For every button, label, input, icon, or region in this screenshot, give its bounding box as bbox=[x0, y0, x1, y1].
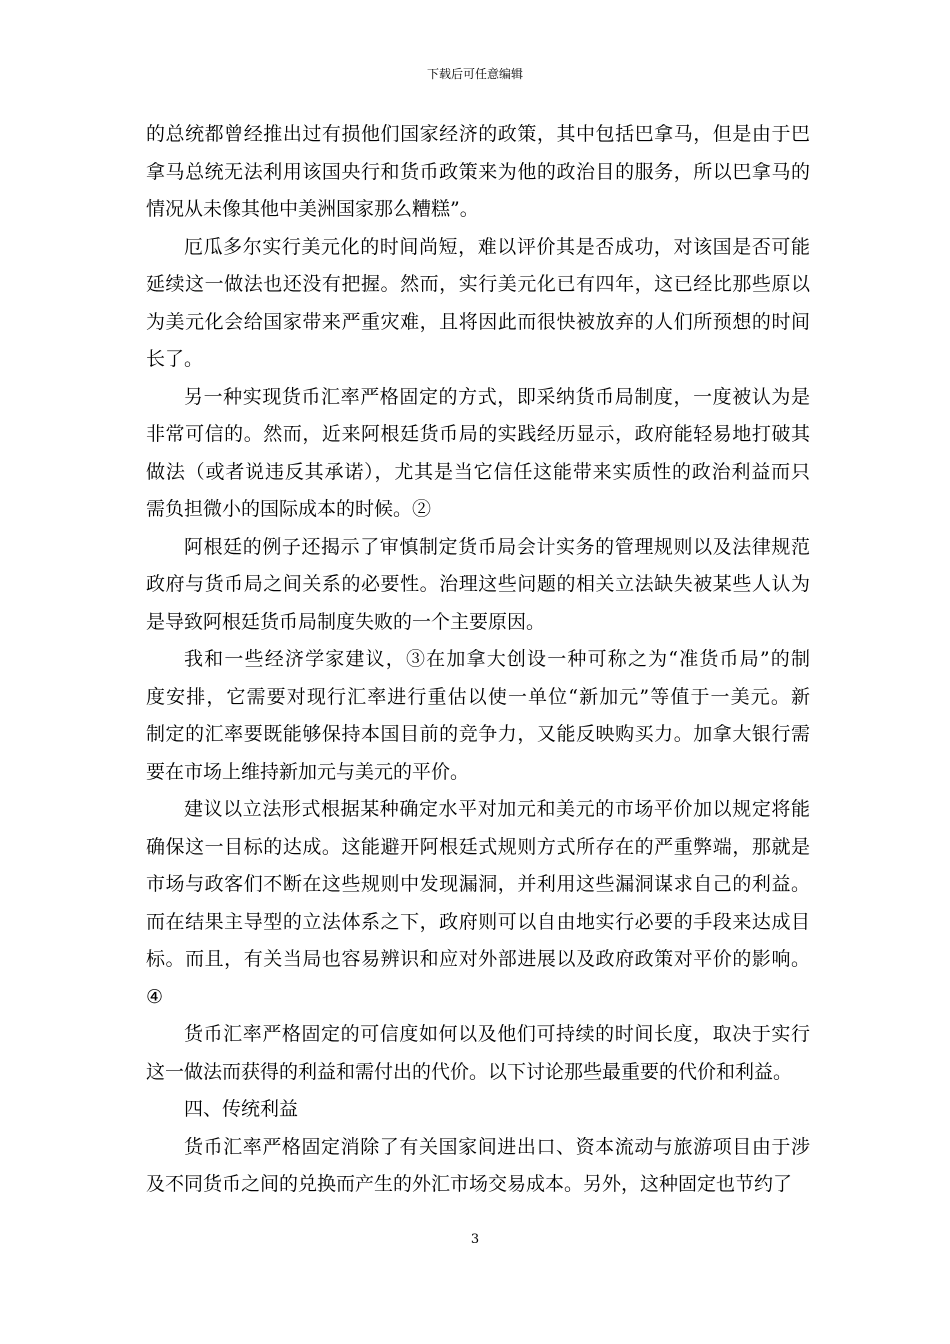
text-line: 需负担微小的国际成本的时候。② bbox=[146, 498, 432, 520]
page-number bbox=[0, 1232, 950, 1247]
text-line: 四、传统利益 bbox=[184, 1098, 299, 1120]
text-line: 拿马总统无法利用该国央行和货币政策来为他的政治目的服务，所以巴拿马的 bbox=[146, 160, 810, 183]
paragraph bbox=[146, 116, 810, 229]
text-line: 延续这一做法也还没有把握。然而，实行美元化已有四年，这已经比那些原以 bbox=[146, 273, 810, 295]
text-line: ④ bbox=[146, 985, 164, 1008]
text-line: 做法（或者说违反其承诺），尤其是当它信任这能带来实质性的政治利益而只 bbox=[146, 460, 810, 483]
text-line: 度安排，它需要对现行汇率进行重估以使一单位“新加元”等值于一美元。新 bbox=[146, 685, 810, 708]
paragraph bbox=[146, 641, 810, 791]
text-line: 而在结果主导型的立法体系之下，政府则可以自由地实行必要的手段来达成目 bbox=[146, 910, 810, 933]
text-line: 标。而且，有关当局也容易辨识和应对外部进展以及政府政策对平价的影响。 bbox=[146, 948, 810, 970]
paragraph bbox=[146, 1091, 810, 1129]
paragraph bbox=[146, 229, 810, 379]
text-line: 非常可信的。然而，近来阿根廷货币局的实践经历显示，政府能轻易地打破其 bbox=[146, 423, 810, 445]
text-line: 政府与货币局之间关系的必要性。治理这些问题的相关立法缺失被某些人认为 bbox=[146, 573, 810, 595]
text-line: 情况从未像其他中美洲国家那么糟糕”。 bbox=[146, 198, 479, 220]
header-text: 下载后可任意编辑 bbox=[426, 67, 523, 81]
text-line: 要在市场上维持新加元与美元的平价。 bbox=[146, 760, 470, 783]
text-line: 阿根廷的例子还揭示了审慎制定货币局会计实务的管理规则以及法律规范 bbox=[184, 535, 810, 558]
text-line: 的总统都曾经推出过有损他们国家经济的政策，其中包括巴拿马，但是由于巴 bbox=[146, 123, 810, 145]
document-body bbox=[146, 116, 810, 1204]
page-header bbox=[0, 66, 950, 82]
text-line: 是导致阿根廷货币局制度失败的一个主要原因。 bbox=[146, 610, 546, 633]
text-line: 另一种实现货币汇率严格固定的方式，即采纳货币局制度，一度被认为是 bbox=[184, 385, 810, 408]
text-line: 制定的汇率要既能够保持本国目前的竞争力，又能反映购买力。加拿大银行需 bbox=[146, 723, 810, 745]
text-line: 为美元化会给国家带来严重灾难，且将因此而很快被放弃的人们所预想的时间 bbox=[146, 310, 810, 333]
text-line: 我和一些经济学家建议，③在加拿大创设一种可称之为“准货币局”的制 bbox=[184, 648, 810, 670]
text-line: 厄瓜多尔实行美元化的时间尚短，难以评价其是否成功，对该国是否可能 bbox=[184, 235, 810, 258]
paragraph bbox=[146, 379, 810, 529]
text-line: 货币汇率严格固定消除了有关国家间进出口、资本流动与旅游项目由于涉 bbox=[184, 1135, 810, 1158]
paragraph bbox=[146, 529, 810, 642]
text-line: 这一做法而获得的利益和需付出的代价。以下讨论那些最重要的代价和利益。 bbox=[146, 1060, 793, 1083]
text-line: 及不同货币之间的兑换而产生的外汇市场交易成本。另外，这种固定也节约了 bbox=[146, 1173, 793, 1195]
paragraph bbox=[146, 1016, 810, 1091]
text-line: 建议以立法形式根据某种确定水平对加元和美元的市场平价加以规定将能 bbox=[184, 798, 810, 820]
text-line: 货币汇率严格固定的可信度如何以及他们可持续的时间长度，取决于实行 bbox=[184, 1023, 810, 1045]
paragraph bbox=[146, 1129, 810, 1204]
text-line: 确保这一目标的达成。这能避开阿根廷式规则方式所存在的严重弊端，那就是 bbox=[146, 835, 810, 858]
text-line: 长了。 bbox=[146, 348, 204, 370]
page-number-text: 3 bbox=[470, 1232, 480, 1247]
paragraph bbox=[146, 791, 810, 1016]
text-line: 市场与政客们不断在这些规则中发现漏洞，并利用这些漏洞谋求自己的利益。 bbox=[146, 873, 810, 895]
